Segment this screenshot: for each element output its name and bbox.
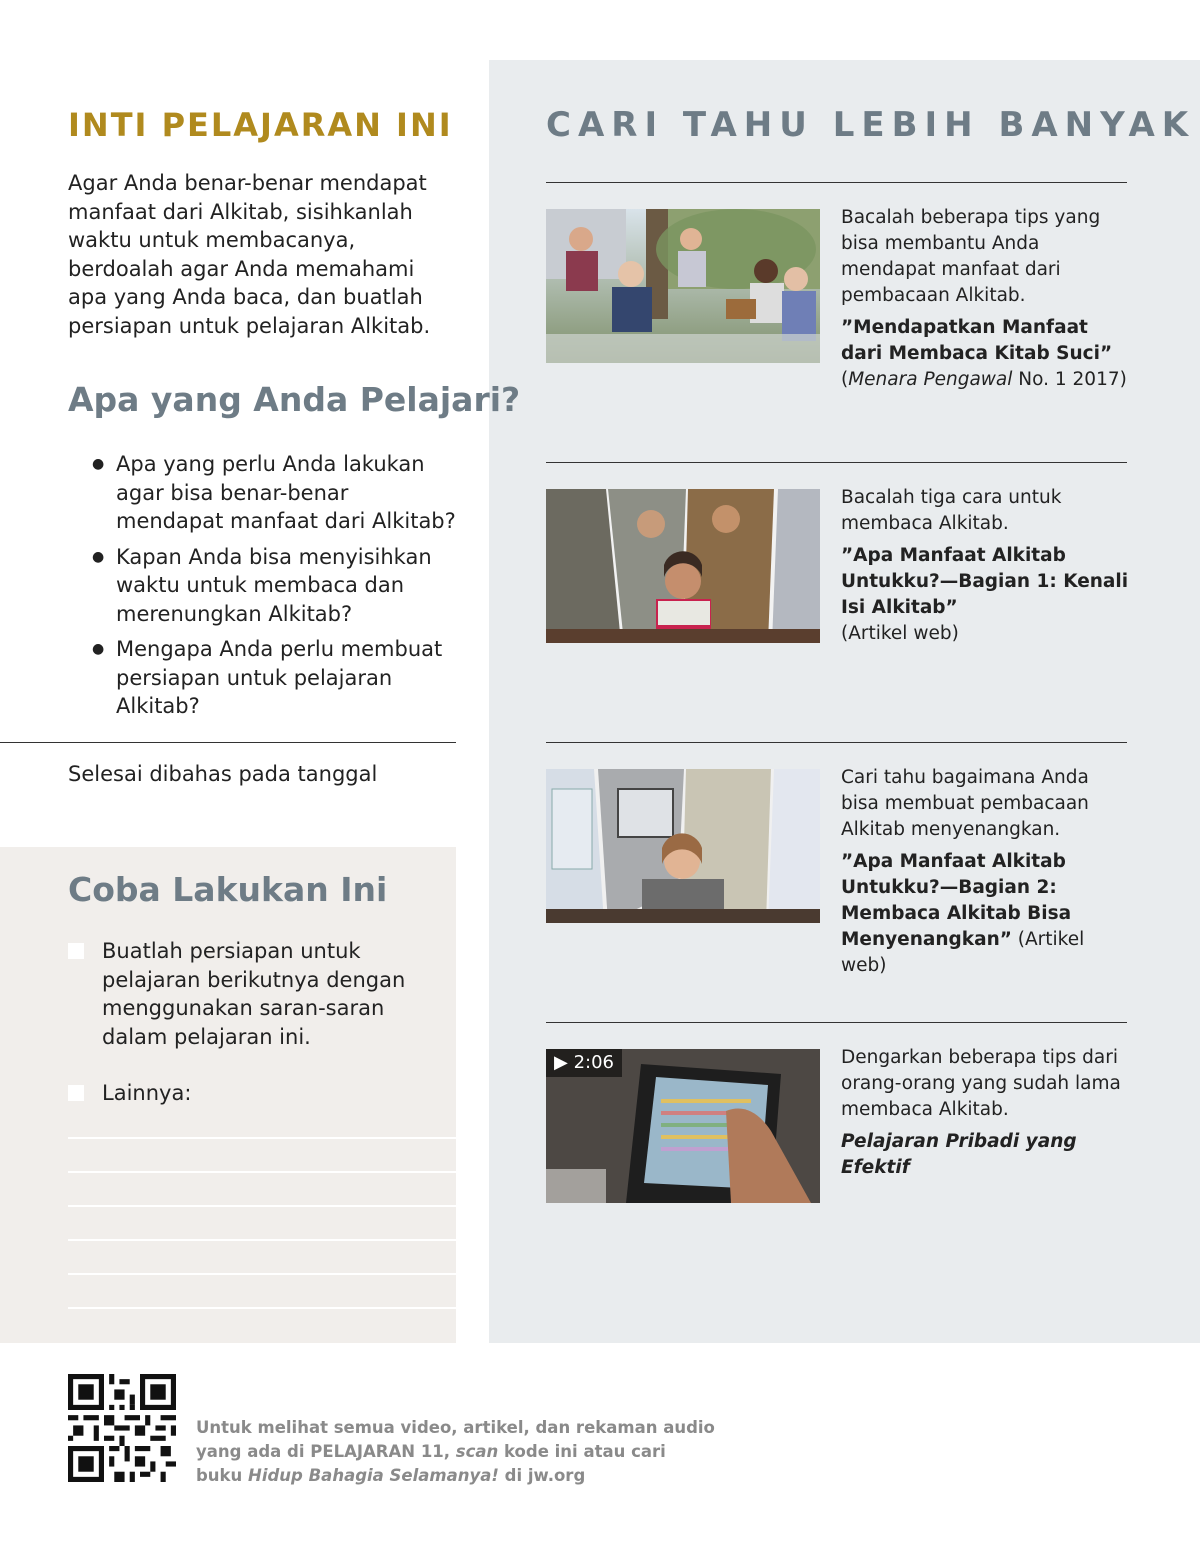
summary-title: INTI PELAJARAN INI — [68, 106, 453, 144]
bible-reading-girl-illustration — [546, 769, 820, 923]
reference-source: (Artikel web) — [841, 929, 1085, 976]
learn-item: ● Kapan Anda bisa menyisihkan waktu untuk membaca dan merenungkan Alkitab? — [92, 543, 460, 629]
reference-source-issue: No. 1 2017) — [1012, 369, 1127, 390]
reference-title-link[interactable]: ”Mendapatkan Manfaat dari Membaca Kitab Suci” — [841, 317, 1113, 364]
writing-line[interactable] — [68, 1273, 456, 1275]
footer-line[interactable]: di jw.org — [498, 1466, 586, 1485]
bible-reading-boy-image[interactable] — [546, 489, 820, 643]
divider — [546, 182, 1127, 183]
try-item-text: Lainnya: — [102, 1081, 192, 1105]
summary-text: Agar Anda benar-benar mendapat manfaat dari Alkitab, sisihkanlah waktu untuk membacanya, berdoalah agar Anda memahami apa yang Anda baca, dan buatlah persiapan untuk pelajaran Alkitab. — [68, 171, 431, 338]
reference-description: Cari tahu bagaimana Anda bisa membuat pembacaan Alkitab menyenangkan. — [841, 767, 1089, 840]
writing-line[interactable] — [68, 1307, 456, 1309]
bible-reading-boy-illustration — [546, 489, 820, 643]
writing-line[interactable] — [68, 1239, 456, 1241]
reference-1 — [841, 205, 1131, 393]
reference-source-open: ( — [841, 369, 849, 390]
checkbox[interactable] — [68, 943, 84, 959]
reference-4 — [841, 1045, 1131, 1181]
writing-line[interactable] — [68, 1137, 456, 1139]
reference-title-link[interactable]: ”Apa Manfaat Alkitab Untukku?—Bagian 1: Kenali Isi Alkitab” — [841, 545, 1129, 618]
reference-description: Dengarkan beberapa tips dari orang-orang yang sudah lama membaca Alkitab. — [841, 1047, 1121, 1120]
reference-source: (Artikel web) — [841, 623, 959, 644]
reference-3 — [841, 765, 1131, 979]
footer-line: kode ini atau cari buku — [196, 1442, 666, 1485]
footer-text — [196, 1416, 716, 1488]
reference-description: Bacalah beberapa tips yang bisa membantu Anda mendapat manfaat dari pembacaan Alkitab. — [841, 207, 1101, 306]
reference-title-link[interactable]: ”Apa Manfaat Alkitab Untukku?—Bagian 2: Membaca Alkitab Bisa Menyenangkan” — [841, 851, 1072, 950]
reference-title-link[interactable]: Pelajaran Pribadi yang Efektif — [841, 1131, 1077, 1178]
video-duration: ▶ 2:06 — [546, 1049, 622, 1077]
reference-2 — [841, 485, 1131, 647]
writing-line[interactable] — [68, 1171, 456, 1173]
footer-scan: scan — [455, 1442, 499, 1461]
completion-date-label: Selesai dibahas pada tanggal — [68, 762, 378, 786]
try-item-other — [68, 1079, 428, 1108]
video-thumbnail[interactable] — [546, 1049, 820, 1203]
reference-source-publication: Menara Pengawal — [848, 369, 1013, 390]
footer-book-title: Hidup Bahagia Selamanya! — [248, 1466, 499, 1485]
try-title: Coba Lakukan Ini — [68, 870, 388, 909]
writing-line[interactable] — [68, 1205, 456, 1207]
checkbox[interactable] — [68, 1085, 84, 1101]
reading-people-image[interactable] — [546, 209, 820, 363]
divider — [546, 462, 1127, 463]
bible-reading-girl-image[interactable] — [546, 769, 820, 923]
learn-title: Apa yang Anda Pelajari? — [68, 380, 521, 419]
learn-item: ● Apa yang perlu Anda lakukan agar bisa benar-benar mendapat manfaat dari Alkitab? — [92, 450, 460, 536]
reading-people-illustration — [546, 209, 820, 363]
reference-description: Bacalah tiga cara untuk membaca Alkitab. — [841, 487, 1062, 534]
divider — [546, 1022, 1127, 1023]
divider — [0, 742, 456, 743]
try-item-text: Buatlah persiapan untuk pelajaran berikutnya dengan menggunakan saran-saran dalam pelajaran ini. — [102, 939, 406, 1049]
divider — [546, 742, 1127, 743]
try-item-prepare — [68, 937, 428, 1051]
footer-line: Untuk melihat semua video, artikel, dan rekaman audio yang ada di PELAJARAN 11, — [196, 1418, 715, 1461]
qr-code-icon[interactable] — [68, 1374, 176, 1482]
learn-item: ● Mengapa Anda perlu membuat persiapan untuk pelajaran Alkitab? — [92, 635, 460, 721]
learn-list — [92, 450, 460, 728]
more-title: CARI TAHU LEBIH BANYAK — [546, 105, 1196, 145]
